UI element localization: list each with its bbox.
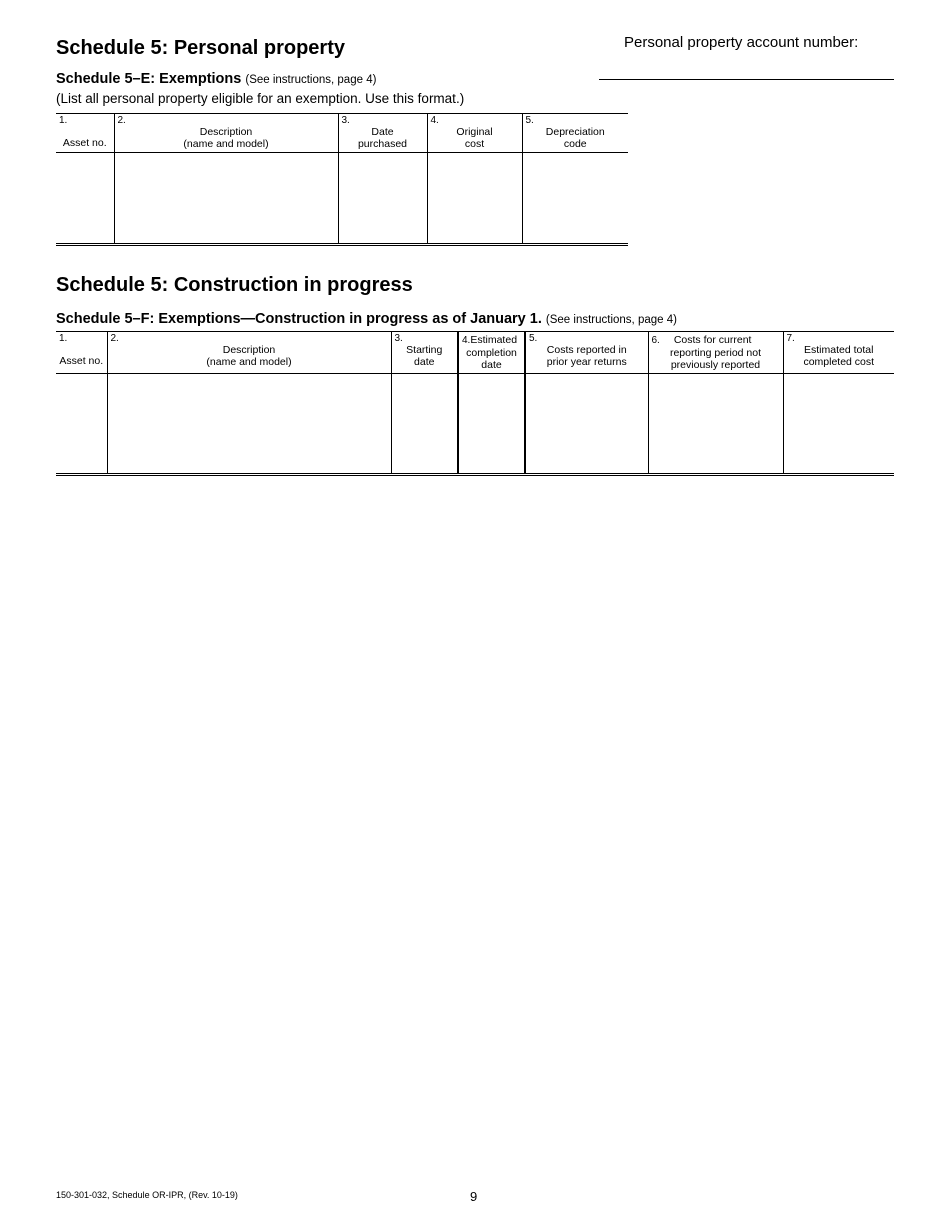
col-label: Starting — [406, 344, 443, 356]
schedule-5e-subtitle-note: (See instructions, page 4) — [245, 74, 377, 86]
col-number: 2. — [110, 333, 119, 344]
account-number-label: Personal property account number: — [624, 34, 859, 51]
schedule-5f-entry-row — [56, 374, 894, 475]
col-label-spacer — [59, 126, 111, 137]
col-depreciation-code — [522, 114, 628, 153]
cell-depreciation-code[interactable] — [522, 153, 628, 245]
schedule-5f-subtitle-note: (See instructions, page 4) — [545, 314, 677, 326]
cell-asset-no[interactable] — [56, 374, 107, 475]
col-number: 4. — [462, 335, 471, 346]
col-number: 7. — [786, 333, 795, 344]
col-label: Date — [371, 126, 394, 138]
page-title-personal-property: Schedule 5: Personal property — [56, 37, 345, 59]
col-label: date — [414, 356, 435, 368]
schedule-5f-subtitle-text: Schedule 5–F: Exemptions—Construction in progress as of January 1. — [56, 311, 542, 327]
col-number: 3. — [394, 333, 403, 344]
col-number: 1. — [59, 115, 68, 126]
col-label-spacer — [59, 344, 104, 355]
col-label: cost — [464, 138, 485, 150]
col-estimated-completion-date — [458, 332, 525, 374]
col-label: Description — [222, 344, 276, 356]
cell-estimated-completion-date[interactable] — [458, 374, 525, 475]
col-label: reporting period not — [669, 347, 762, 359]
schedule-5e-header-row — [56, 114, 628, 153]
cell-estimated-total-cost[interactable] — [783, 374, 894, 475]
col-date-purchased — [338, 114, 427, 153]
col-label: prior year returns — [546, 356, 627, 368]
col-number: 5. — [529, 333, 538, 344]
schedule-5e-subtitle-text: Schedule 5–E: Exemptions — [56, 71, 242, 87]
page-number: 9 — [470, 1189, 478, 1204]
col-label: purchased — [357, 138, 408, 150]
col-number: 3. — [341, 115, 350, 126]
col-label: previously reported — [670, 359, 761, 371]
cell-asset-no[interactable] — [56, 153, 114, 245]
col-starting-date — [391, 332, 458, 374]
form-identifier: 150-301-032, Schedule OR-IPR, (Rev. 10-19) — [56, 1190, 238, 1200]
col-label: Estimated total — [804, 344, 874, 356]
col-label: date — [481, 359, 502, 371]
schedule-5f-table — [56, 331, 894, 476]
col-number: 1. — [59, 333, 68, 344]
col-label: code — [563, 138, 587, 150]
col-label-row — [462, 334, 521, 347]
cell-description[interactable] — [107, 374, 391, 475]
schedule-5e-table — [56, 113, 628, 246]
page-title-construction-in-progress: Schedule 5: Construction in progress — [56, 274, 413, 296]
col-asset-no — [56, 332, 107, 374]
schedule-5e-subtitle — [56, 71, 376, 87]
col-label: Asset no. — [62, 137, 107, 149]
col-number: 6. — [651, 335, 660, 346]
col-label: Costs for current — [673, 334, 752, 346]
cell-original-cost[interactable] — [427, 153, 522, 245]
col-number: 4. — [430, 115, 439, 126]
col-original-cost — [427, 114, 522, 153]
col-label: Original — [456, 126, 493, 138]
cell-costs-prior-year[interactable] — [525, 374, 648, 475]
account-number-field[interactable] — [599, 79, 894, 80]
col-description — [114, 114, 338, 153]
col-label: Description — [199, 126, 253, 138]
schedule-5e-entry-row — [56, 153, 628, 245]
cell-starting-date[interactable] — [391, 374, 458, 475]
col-number: 2. — [117, 115, 126, 126]
col-label: completion — [466, 347, 517, 359]
col-label: (name and model) — [183, 138, 269, 150]
col-label: Estimated — [470, 334, 518, 346]
schedule-5f-subtitle — [56, 311, 677, 327]
col-costs-current-period — [648, 332, 783, 374]
col-label: Asset no. — [59, 355, 104, 367]
col-label: completed cost — [803, 356, 875, 368]
cell-description[interactable] — [114, 153, 338, 245]
col-label-row — [652, 334, 780, 347]
col-costs-prior-year — [525, 332, 648, 374]
col-label: Depreciation — [545, 126, 605, 138]
cell-date-purchased[interactable] — [338, 153, 427, 245]
cell-costs-current-period[interactable] — [648, 374, 783, 475]
col-description — [107, 332, 391, 374]
col-label: Costs reported in — [546, 344, 627, 356]
schedule-5e-instruction: (List all personal property eligible for an exemption. Use this format.) — [56, 91, 465, 106]
col-estimated-total-cost — [783, 332, 894, 374]
col-number: 5. — [525, 115, 534, 126]
schedule-5f-header-row — [56, 332, 894, 374]
col-label: (name and model) — [206, 356, 292, 368]
col-asset-no — [56, 114, 114, 153]
